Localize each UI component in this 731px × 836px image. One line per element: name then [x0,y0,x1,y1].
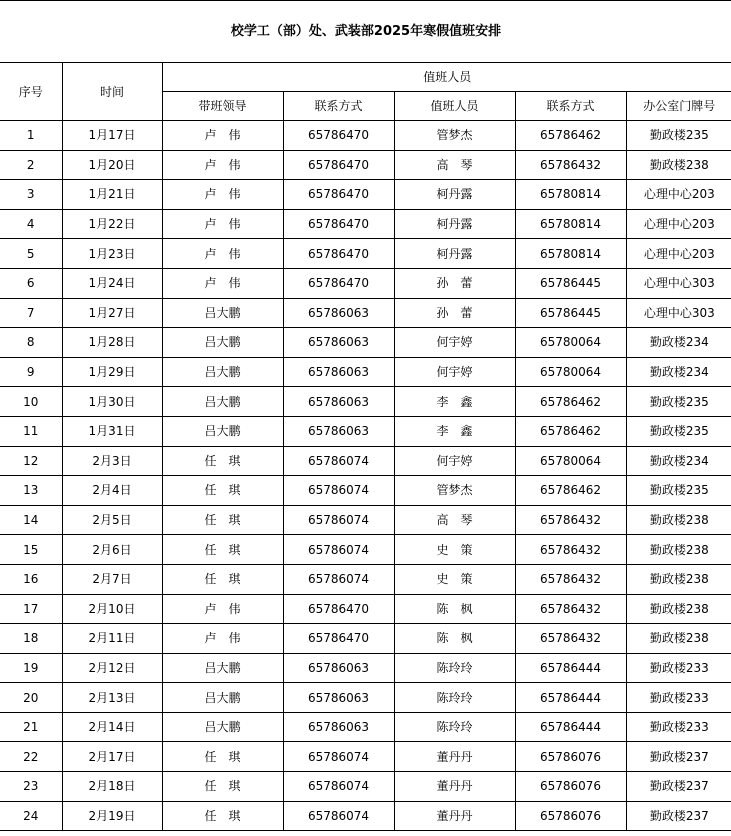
cell-office: 勤政楼233 [626,653,731,683]
cell-index: 16 [0,564,62,594]
cell-leader-phone: 65786063 [283,357,394,387]
cell-index: 24 [0,801,62,831]
table-body [0,1,731,831]
table-row [0,476,731,506]
cell-staff-phone: 65786432 [515,535,626,565]
cell-leader: 卢 伟 [162,121,283,151]
cell-leader-phone: 65786063 [283,416,394,446]
cell-leader-phone: 65786074 [283,801,394,831]
cell-staff-phone: 65786462 [515,121,626,151]
cell-office: 勤政楼233 [626,712,731,742]
cell-date: 1月23日 [62,239,162,269]
cell-staff: 何宇婷 [394,357,515,387]
cell-staff: 董丹丹 [394,801,515,831]
cell-office: 勤政楼238 [626,150,731,180]
cell-office: 勤政楼237 [626,801,731,831]
cell-leader-phone: 65786063 [283,653,394,683]
cell-date: 2月18日 [62,772,162,802]
cell-date: 2月4日 [62,476,162,506]
cell-office: 勤政楼235 [626,121,731,151]
cell-office: 心理中心203 [626,239,731,269]
cell-leader: 卢 伟 [162,268,283,298]
cell-office: 心理中心303 [626,298,731,328]
cell-date: 2月12日 [62,653,162,683]
header-index: 序号 [0,63,62,121]
cell-leader-phone: 65786470 [283,180,394,210]
cell-index: 17 [0,594,62,624]
cell-leader-phone: 65786470 [283,594,394,624]
cell-leader: 任 琪 [162,564,283,594]
cell-leader: 卢 伟 [162,239,283,269]
cell-index: 9 [0,357,62,387]
header-leader: 带班领导 [162,92,283,121]
table-row [0,180,731,210]
cell-staff-phone: 65780064 [515,446,626,476]
table-row [0,209,731,239]
table-row [0,416,731,446]
cell-leader-phone: 65786063 [283,683,394,713]
cell-date: 2月5日 [62,505,162,535]
cell-index: 13 [0,476,62,506]
cell-leader: 吕大鹏 [162,328,283,358]
cell-staff-phone: 65786432 [515,505,626,535]
cell-office: 勤政楼235 [626,387,731,417]
cell-office: 勤政楼237 [626,772,731,802]
cell-staff: 陈 枫 [394,594,515,624]
cell-staff-phone: 65786445 [515,298,626,328]
cell-leader-phone: 65786074 [283,535,394,565]
cell-leader-phone: 65786063 [283,328,394,358]
cell-staff: 李 鑫 [394,387,515,417]
cell-office: 心理中心203 [626,209,731,239]
cell-leader-phone: 65786470 [283,239,394,269]
cell-date: 1月17日 [62,121,162,151]
cell-staff-phone: 65786445 [515,268,626,298]
cell-leader: 吕大鹏 [162,298,283,328]
cell-office: 勤政楼235 [626,416,731,446]
cell-office: 勤政楼238 [626,505,731,535]
cell-staff: 高 琴 [394,505,515,535]
cell-staff: 陈 枫 [394,624,515,654]
cell-staff-phone: 65786462 [515,416,626,446]
cell-leader: 卢 伟 [162,180,283,210]
cell-index: 21 [0,712,62,742]
cell-index: 4 [0,209,62,239]
cell-index: 20 [0,683,62,713]
cell-leader: 吕大鹏 [162,712,283,742]
cell-index: 23 [0,772,62,802]
cell-staff-phone: 65786432 [515,594,626,624]
cell-date: 2月19日 [62,801,162,831]
cell-date: 2月11日 [62,624,162,654]
table-row [0,357,731,387]
table-row [0,121,731,151]
table-row [0,298,731,328]
cell-leader: 卢 伟 [162,209,283,239]
cell-index: 2 [0,150,62,180]
table-row [0,446,731,476]
cell-date: 1月27日 [62,298,162,328]
cell-staff-phone: 65786432 [515,150,626,180]
cell-staff: 陈玲玲 [394,712,515,742]
cell-office: 勤政楼238 [626,594,731,624]
cell-leader: 任 琪 [162,535,283,565]
cell-date: 2月10日 [62,594,162,624]
cell-staff: 何宇婷 [394,446,515,476]
cell-leader: 任 琪 [162,772,283,802]
header-date: 时间 [62,63,162,121]
cell-staff: 何宇婷 [394,328,515,358]
table-row [0,683,731,713]
cell-index: 19 [0,653,62,683]
cell-leader: 吕大鹏 [162,653,283,683]
table-row [0,801,731,831]
cell-index: 15 [0,535,62,565]
cell-date: 2月17日 [62,742,162,772]
cell-staff-phone: 65786076 [515,801,626,831]
cell-leader-phone: 65786470 [283,209,394,239]
table-row [0,772,731,802]
cell-office: 心理中心203 [626,180,731,210]
cell-staff: 高 琴 [394,150,515,180]
cell-office: 勤政楼238 [626,535,731,565]
cell-staff-phone: 65786444 [515,712,626,742]
cell-leader-phone: 65786063 [283,712,394,742]
table-row [0,535,731,565]
table-row [0,239,731,269]
header-staff: 值班人员 [394,92,515,121]
cell-staff-phone: 65780814 [515,180,626,210]
cell-office: 勤政楼238 [626,624,731,654]
cell-date: 1月30日 [62,387,162,417]
header-row-1 [0,63,731,92]
cell-index: 6 [0,268,62,298]
cell-leader-phone: 65786063 [283,387,394,417]
cell-index: 18 [0,624,62,654]
cell-leader: 任 琪 [162,505,283,535]
cell-office: 勤政楼238 [626,564,731,594]
cell-staff-phone: 65780064 [515,357,626,387]
cell-leader: 卢 伟 [162,624,283,654]
cell-leader: 卢 伟 [162,594,283,624]
cell-leader-phone: 65786074 [283,446,394,476]
cell-index: 12 [0,446,62,476]
cell-date: 1月31日 [62,416,162,446]
header-duty-group: 值班人员 [162,63,731,92]
cell-leader: 吕大鹏 [162,416,283,446]
cell-staff-phone: 65786462 [515,387,626,417]
cell-staff: 史 策 [394,564,515,594]
cell-staff: 董丹丹 [394,742,515,772]
cell-leader-phone: 65786074 [283,505,394,535]
cell-staff: 李 鑫 [394,416,515,446]
table-row [0,387,731,417]
cell-date: 1月20日 [62,150,162,180]
table-row [0,328,731,358]
cell-date: 1月21日 [62,180,162,210]
cell-leader-phone: 65786074 [283,476,394,506]
header-staff-phone: 联系方式 [515,92,626,121]
cell-staff-phone: 65780064 [515,328,626,358]
cell-leader: 任 琪 [162,742,283,772]
table-row [0,268,731,298]
cell-index: 10 [0,387,62,417]
table-row [0,712,731,742]
header-leader-phone: 联系方式 [283,92,394,121]
cell-date: 1月29日 [62,357,162,387]
cell-staff: 孙 蕾 [394,268,515,298]
cell-index: 11 [0,416,62,446]
cell-staff-phone: 65786462 [515,476,626,506]
cell-staff: 管梦杰 [394,121,515,151]
cell-staff: 史 策 [394,535,515,565]
cell-index: 22 [0,742,62,772]
cell-leader-phone: 65786074 [283,742,394,772]
cell-leader: 卢 伟 [162,150,283,180]
cell-date: 2月14日 [62,712,162,742]
cell-staff: 董丹丹 [394,772,515,802]
cell-leader-phone: 65786063 [283,298,394,328]
cell-index: 3 [0,180,62,210]
cell-index: 5 [0,239,62,269]
cell-office: 勤政楼237 [626,742,731,772]
cell-date: 1月24日 [62,268,162,298]
table-row [0,594,731,624]
cell-date: 2月7日 [62,564,162,594]
cell-staff: 陈玲玲 [394,683,515,713]
table-row [0,505,731,535]
header-office: 办公室门牌号 [626,92,731,121]
cell-leader: 吕大鹏 [162,387,283,417]
cell-index: 8 [0,328,62,358]
cell-leader: 任 琪 [162,801,283,831]
cell-staff-phone: 65786432 [515,564,626,594]
table-title: 校学工（部）处、武装部2025年寒假值班安排 [0,1,731,63]
cell-office: 勤政楼234 [626,328,731,358]
cell-office: 心理中心303 [626,268,731,298]
table-row [0,653,731,683]
table-row [0,742,731,772]
cell-office: 勤政楼234 [626,446,731,476]
cell-staff: 柯丹露 [394,180,515,210]
cell-leader: 任 琪 [162,476,283,506]
cell-staff-phone: 65786076 [515,772,626,802]
cell-leader-phone: 65786074 [283,772,394,802]
cell-leader-phone: 65786470 [283,121,394,151]
cell-leader: 吕大鹏 [162,357,283,387]
cell-date: 2月6日 [62,535,162,565]
title-row [0,1,731,63]
cell-staff: 柯丹露 [394,239,515,269]
cell-office: 勤政楼235 [626,476,731,506]
table-row [0,150,731,180]
table-row [0,564,731,594]
cell-staff-phone: 65780814 [515,209,626,239]
cell-leader-phone: 65786470 [283,624,394,654]
cell-staff: 孙 蕾 [394,298,515,328]
cell-leader: 任 琪 [162,446,283,476]
cell-staff-phone: 65786444 [515,683,626,713]
cell-leader-phone: 65786074 [283,564,394,594]
cell-leader-phone: 65786470 [283,150,394,180]
cell-staff-phone: 65786432 [515,624,626,654]
cell-date: 2月3日 [62,446,162,476]
cell-office: 勤政楼233 [626,683,731,713]
cell-index: 1 [0,121,62,151]
cell-staff: 陈玲玲 [394,653,515,683]
cell-leader: 吕大鹏 [162,683,283,713]
cell-index: 14 [0,505,62,535]
cell-date: 1月28日 [62,328,162,358]
cell-staff-phone: 65786076 [515,742,626,772]
cell-staff-phone: 65780814 [515,239,626,269]
cell-date: 2月13日 [62,683,162,713]
table-row [0,624,731,654]
cell-index: 7 [0,298,62,328]
cell-staff: 管梦杰 [394,476,515,506]
cell-date: 1月22日 [62,209,162,239]
cell-leader-phone: 65786470 [283,268,394,298]
cell-office: 勤政楼234 [626,357,731,387]
cell-staff-phone: 65786444 [515,653,626,683]
cell-staff: 柯丹露 [394,209,515,239]
